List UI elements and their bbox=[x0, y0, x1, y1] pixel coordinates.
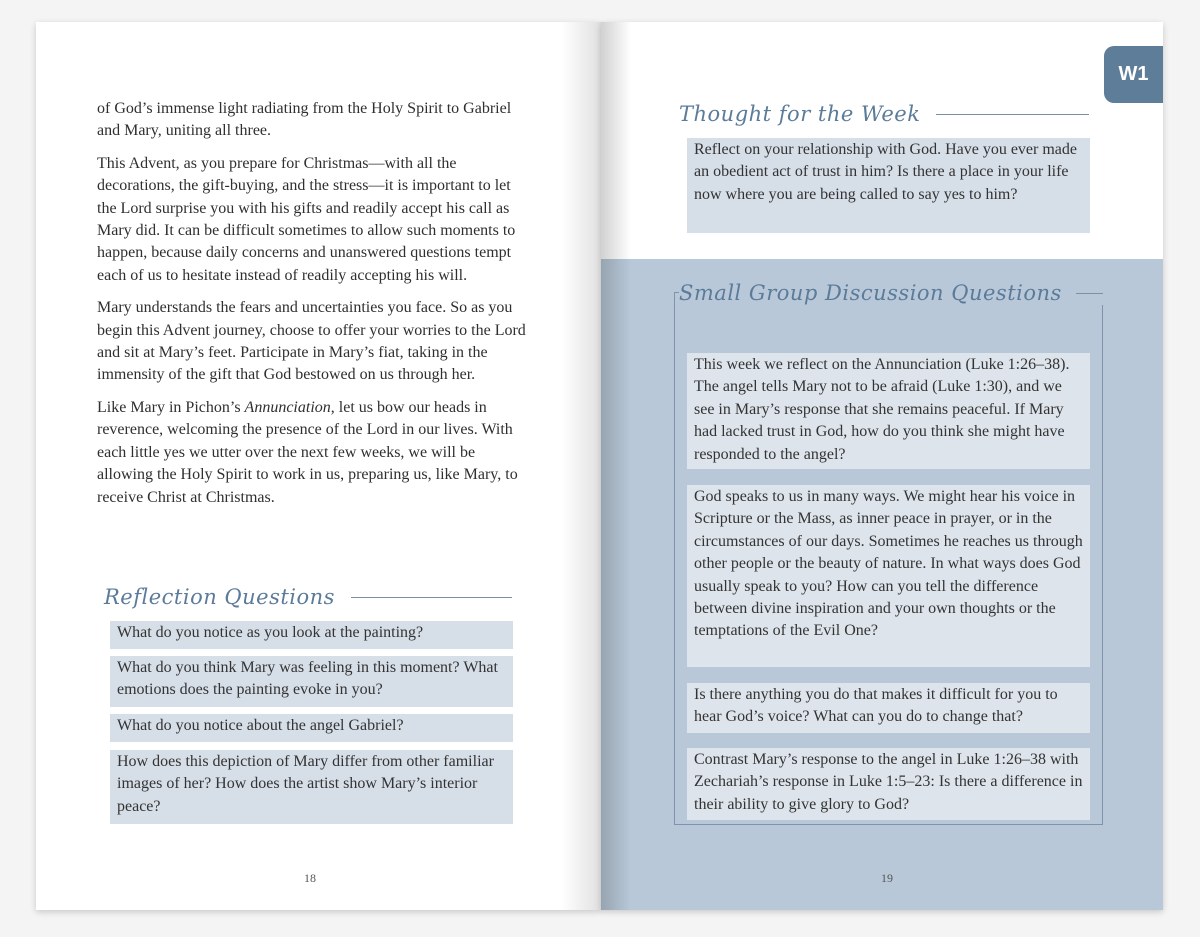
reflection-heading-row bbox=[104, 585, 512, 609]
body-text bbox=[97, 98, 527, 519]
thought-heading-row bbox=[679, 102, 1089, 126]
paragraph-annunciation bbox=[97, 397, 527, 509]
reflection-heading: Reflection Questions bbox=[104, 585, 335, 609]
week-tab: W1 bbox=[1104, 46, 1163, 103]
paragraph: of God’s immense light radiating from the Holy Spirit to Gabriel and Mary, uniting all three. bbox=[97, 100, 512, 140]
discussion-question: This week we reflect on the Annunciation (Luke 1:26–38). The angel tells Mary not to be afraid (Luke 1:30), and we see in Mary’s response that she remains peaceful. If Mary had lacked trust in God, how do you think she might have responded to the angel? bbox=[687, 353, 1090, 469]
discussion-question: God speaks to us in many ways. We might hear his voice in Scripture or the Mass, as inner peace in prayer, or in the circumstances of our days. Sometimes he reaches us through other people or the beauty of nature. In what ways does God usually speak to you? How can you tell the difference between divine inspiration and your own thoughts or the temptations of the Evil One? bbox=[687, 485, 1090, 667]
book-spread bbox=[36, 22, 1163, 910]
discussion-heading-row bbox=[679, 281, 1103, 305]
right-page bbox=[601, 22, 1163, 910]
paragraph: Mary understands the fears and uncertainties you face. So as you begin this Advent journey, choose to offer your worries to the Lord and sit at Mary’s feet. Participate in Mary’s fiat, taking in the immensity of the gift that God bestowed on us through her. bbox=[97, 299, 526, 384]
paragraph-start: Like Mary in Pichon’s bbox=[97, 398, 245, 416]
discussion-heading: Small Group Discussion Questions bbox=[679, 281, 1062, 305]
paragraph: This Advent, as you prepare for Christmas—with all the decorations, the gift-buying, and the stress—it is important to let the Lord surprise you with his gifts and readily accept his call as Mary did. It can be difficult sometimes to allow such moments to happen, because daily concerns and unanswered questions tempt each of us to hesitate instead of readily accepting his will. bbox=[97, 154, 516, 284]
reflection-question: What do you think Mary was feeling in this moment? What emotions does the painting evoke in you? bbox=[110, 656, 513, 707]
discussion-panel bbox=[601, 259, 1163, 910]
thought-section bbox=[601, 22, 1163, 259]
page-number: 18 bbox=[304, 871, 316, 885]
heading-rule bbox=[936, 114, 1089, 115]
heading-rule bbox=[351, 597, 512, 598]
discussion-question: Contrast Mary’s response to the angel in Luke 1:26–38 with Zechariah’s response in Luke 1:5–23: Is there a difference in their ability to give glory to God? bbox=[687, 748, 1090, 820]
painting-title: Annunciation bbox=[244, 398, 331, 416]
left-gutter-shadow bbox=[561, 22, 601, 910]
thought-text: Reflect on your relationship with God. Have you ever made an obedient act of trust in him? Is there a place in your life now where you are being called to say yes to him? bbox=[687, 138, 1090, 233]
right-gutter-shadow bbox=[601, 22, 631, 910]
discussion-question: Is there anything you do that makes it difficult for you to hear God’s voice? What can you do to change that? bbox=[687, 683, 1090, 733]
heading-rule bbox=[1076, 293, 1103, 294]
reflection-question: What do you notice about the angel Gabriel? bbox=[110, 714, 513, 742]
reflection-question: What do you notice as you look at the painting? bbox=[110, 621, 513, 649]
paragraph-end: , let us bow our heads in reverence, welcoming the presence of the Lord in our lives. With each little yes we utter over the next few weeks, we will be allowing the Holy Spirit to work in us, preparing us, like Mary, to receive Christ at Christmas. bbox=[97, 398, 518, 506]
page-number: 19 bbox=[881, 871, 893, 885]
left-page bbox=[36, 22, 601, 910]
reflection-question: How does this depiction of Mary differ from other familiar images of her? How does the artist show Mary’s interior peace? bbox=[110, 750, 513, 824]
thought-heading: Thought for the Week bbox=[679, 102, 921, 126]
